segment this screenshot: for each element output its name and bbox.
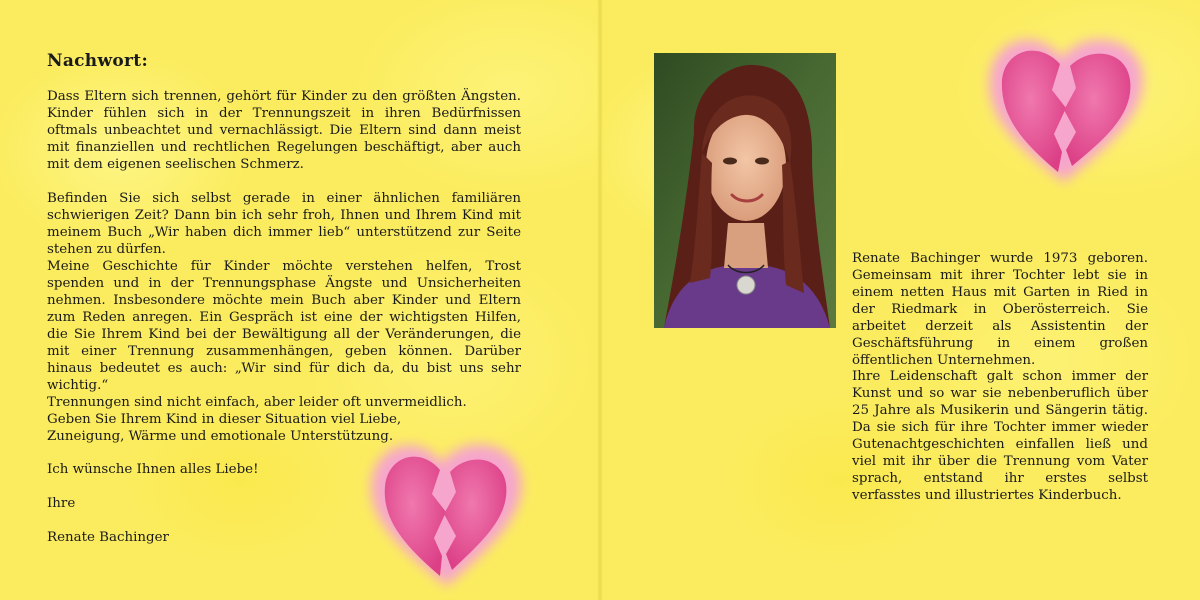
paragraph-2	[47, 190, 521, 258]
page-fold	[597, 0, 603, 600]
paragraph-text: Trennungen sind nicht einfach, aber leider oft unvermeidlich. Geben Sie Ihrem Kind in dieser Situation viel Liebe, Zuneigung, Wärme und emotionale Unterstützung.	[47, 395, 467, 444]
paragraph-text: Ihre	[47, 496, 76, 511]
paragraph-text: Meine Geschichte für Kinder möchte verstehen helfen, Trost spenden und in der Trennungsphase Ängste und Unsicherheiten nehmen. Insbesondere möchte mein Buch aber Kinder und Eltern zum Reden anregen. Ein Gespräch ist eine der wichtigsten Hilfen, die Sie Ihrem Kind bei der Bewältigung all der Veränderungen, die mit einer Trennung zusammenhängen, geben können. Darüber hinaus bedeutet es auch: „Wir sind für dich da, du bist uns sehr wichtig.“	[47, 259, 521, 393]
page-title: Nachwort:	[47, 51, 149, 71]
paragraph-3	[47, 258, 521, 394]
paragraph-text: Dass Eltern sich trennen, gehört für Kinder zu den größten Ängsten. Kinder fühlen sich in der Trennungszeit in ihren Bedürfnissen oftmals unbeachtet und vernachlässigt. Die Eltern sind dann meist mit finanziellen und rechtlichen Regelungen beschäftigt, aber auch mit dem eigenen seelischen Schmerz.	[47, 89, 521, 172]
paragraph-text: Renate Bachinger wurde 1973 geboren. Gemeinsam mit ihrer Tochter lebt sie in einem netten Haus mit Garten in Ried in der Riedmark in Oberösterreich. Sie arbeitet derzeit als Assistentin der Geschäftsführung in einem großen öffentlichen Unternehmen.	[852, 251, 1148, 368]
portrait-image	[654, 53, 836, 328]
author-bio-2	[852, 368, 1148, 504]
paragraph-text: Ihre Leidenschaft galt schon immer der Kunst und so war sie nebenberuflich über 25 Jahre als Musikerin und Sängerin tätig. Da sie sich für ihre Tochter immer wieder Gutenachtgeschichten einfallen ließ und viel mit ihr über die Trennung vom Vater sprach, entstand ihr erstes selbst verfasstes und illustriertes Kinderbuch.	[852, 369, 1148, 503]
paragraph-text: Renate Bachinger	[47, 530, 169, 545]
paragraph-1	[47, 88, 521, 173]
author-portrait	[654, 53, 836, 328]
broken-heart-icon	[360, 428, 535, 598]
author-bio-1	[852, 250, 1148, 369]
broken-heart-icon	[978, 22, 1156, 192]
paragraph-text: Ich wünsche Ihnen alles Liebe!	[47, 462, 259, 477]
paragraph-text: Befinden Sie sich selbst gerade in einer ähnlichen familiären schwierigen Zeit? Dann bin ich sehr froh, Ihnen und Ihrem Kind mit meinem Buch „Wir haben dich immer lieb“ unterstützend zur Seite stehen zu dürfen.	[47, 191, 521, 257]
